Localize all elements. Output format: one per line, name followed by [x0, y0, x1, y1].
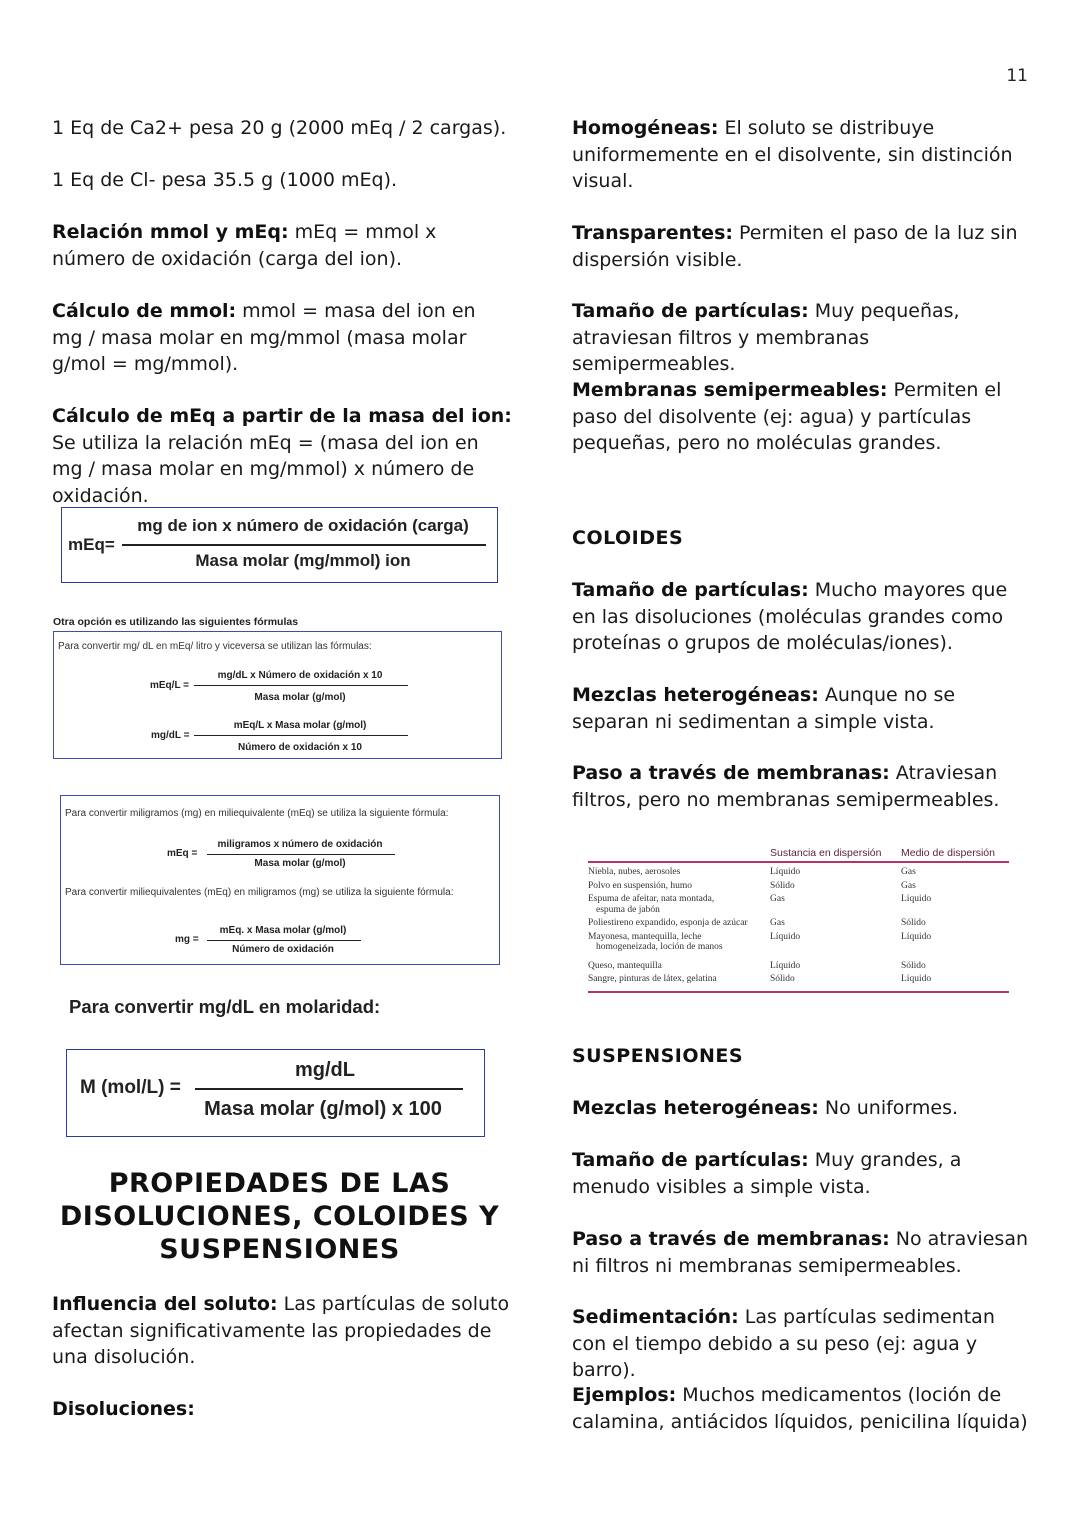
term-text: Permiten el paso del disolvente (ej: agua) y partículas pequeñas, pero no moléculas grandes.	[572, 379, 1002, 454]
table-row	[588, 917, 1009, 931]
term-label: Influencia del soluto:	[52, 1293, 278, 1315]
table-cell-example: Sangre, pinturas de látex, gelatina	[588, 974, 717, 984]
paragraph-transparentes	[572, 220, 1032, 273]
formula-numerator: mg/dL	[295, 1059, 355, 1081]
formula-denominator: Masa molar (g/mol)	[254, 858, 346, 869]
table-cell-medium: Gas	[901, 867, 916, 877]
paragraph-coloides-membranas	[572, 760, 1032, 813]
paragraph-disoluciones	[52, 1396, 512, 1423]
fraction-bar	[194, 735, 408, 736]
formula-lhs: mEq=	[68, 535, 115, 554]
paragraph-susp-sedimentacion	[572, 1304, 1032, 1384]
term-label: Tamaño de partículas:	[572, 1149, 809, 1171]
formula-denominator: Masa molar (g/mol)	[254, 692, 346, 703]
term-text: Aunque no se separan ni sedimentan a simple vista.	[572, 684, 956, 733]
table-header-row	[588, 847, 1009, 862]
formula-molarity-box	[66, 1049, 485, 1137]
formula-numerator: miligramos x número de oxidación	[217, 839, 383, 850]
table-cell-phase: Líquido	[770, 931, 801, 942]
paragraph-ca-eq: 1 Eq de Ca2+ pesa 20 g (2000 mEq / 2 cargas).	[52, 117, 507, 139]
term-text: Muy pequeñas, atraviesan filtros y membranas semipermeables.	[572, 300, 960, 375]
formula-intro: Para convertir miliequivalentes (mEq) en miligramos (mg) se utiliza la siguiente fórmula:	[65, 887, 454, 898]
term-text: Permiten el paso de la luz sin dispersión visible.	[572, 222, 1018, 271]
section-heading-line: PROPIEDADES DE LAS	[108, 1168, 451, 1199]
term-label: Paso a través de membranas:	[572, 762, 890, 784]
table-cell-example: Poliestireno expandido, esponja de azúcar	[588, 918, 748, 928]
term-text: mmol = masa del ion en mg / masa molar en mg/mmol (masa molar g/mol = mg/mmol).	[52, 300, 476, 375]
term-text: Muy grandes, a menudo visibles a simple vista.	[572, 1149, 962, 1198]
paragraph-homogeneas	[572, 115, 1032, 195]
term-text: Las partículas sedimentan con el tiempo debido a su peso (ej: agua y barro).	[572, 1306, 995, 1381]
term-label: Transparentes:	[572, 222, 733, 244]
formula-denominator: Número de oxidación	[232, 944, 334, 955]
formula-numerator: mEq/L x Masa molar (g/mol)	[233, 720, 367, 731]
formula-mgdl-meql-box	[53, 631, 502, 759]
formula-denominator: Número de oxidación x 10	[238, 742, 362, 753]
table-cell-phase: Gas	[770, 918, 785, 928]
table-row	[588, 893, 1009, 917]
table-cell-phase: Líquido	[770, 960, 801, 971]
table-cell-phase: Sólido	[770, 974, 795, 984]
table-cell-example: Polvo en suspensión, humo	[588, 880, 692, 891]
formula-numerator: mg/dL x Número de oxidación x 10	[217, 670, 383, 681]
formula-mg-meq-box	[60, 795, 500, 965]
table-cell-medium: Sólido	[901, 960, 926, 971]
table-row	[588, 880, 1009, 894]
coloides-heading: COLOIDES	[572, 527, 684, 549]
formula-numerator: mg de ion x número de oxidación (carga)	[137, 516, 469, 535]
term-label: Mezclas heterogéneas:	[572, 1097, 819, 1119]
paragraph-coloides-size	[572, 577, 1032, 657]
formula-meq-box	[61, 507, 498, 583]
paragraph-solute-influence	[52, 1291, 512, 1371]
term-text: Las partículas de soluto afectan significativamente las propiedades de una disolución.	[52, 1293, 510, 1368]
term-text: Atraviesan filtros, pero no membranas semipermeables.	[572, 762, 1000, 811]
table-cell-example: Mayonesa, mantequilla, leche homogeneizada, loción de manos	[588, 931, 723, 952]
table-cell-example: Espuma de afeitar, nata montada, espuma de jabón	[588, 894, 715, 915]
fraction-bar	[195, 1088, 463, 1090]
formula-lhs: mEq =	[167, 848, 198, 859]
colloid-table	[588, 847, 1009, 993]
formula-intro: Para convertir mg/ dL en mEq/ litro y viceversa se utilizan las fórmulas:	[58, 641, 372, 652]
fraction-bar	[194, 685, 408, 686]
term-text: mEq = mmol x número de oxidación (carga del ion).	[52, 221, 437, 270]
term-label: Tamaño de partículas:	[572, 579, 809, 601]
paragraph-membranes	[572, 377, 1032, 457]
table-header-phase: Sustancia en dispersión	[770, 847, 901, 862]
page-number: 11	[1006, 66, 1028, 86]
paragraph-susp-size	[572, 1147, 1032, 1200]
term-label: Tamaño de partículas:	[572, 300, 809, 322]
table-row	[588, 931, 1009, 955]
table-cell-phase: Gas	[770, 894, 785, 904]
table-cell-medium: Líquido	[901, 931, 932, 942]
term-label: Homogéneas:	[572, 117, 719, 139]
formula-lhs: M (mol/L) =	[80, 1077, 181, 1098]
fraction-bar	[122, 544, 486, 546]
term-label: Paso a través de membranas:	[572, 1228, 890, 1250]
term-label: Cálculo de mmol:	[52, 300, 237, 322]
formula-options-title: Otra opción es utilizando las siguientes fórmulas	[53, 616, 299, 628]
term-text: No uniformes.	[818, 1097, 959, 1119]
table-cell-example: Queso, mantequilla	[588, 960, 662, 971]
section-heading	[52, 1167, 507, 1266]
paragraph-calc-meq	[52, 403, 512, 509]
paragraph-susp-ejemplos	[572, 1382, 1032, 1435]
table-header-example	[588, 847, 770, 862]
term-label: Sedimentación:	[572, 1306, 739, 1328]
term-label: Relación mmol y mEq:	[52, 221, 289, 243]
table-cell-medium: Líquido	[901, 974, 932, 984]
formula-denominator: Masa molar (g/mol) x 100	[204, 1098, 442, 1120]
paragraph-cl-eq: 1 Eq de Cl- pesa 35.5 g (1000 mEq).	[52, 169, 398, 191]
table-cell-phase: Sólido	[770, 880, 795, 891]
term-label: Ejemplos:	[572, 1384, 677, 1406]
paragraph-particle-size	[572, 298, 1032, 378]
formula-intro: Para convertir miligramos (mg) en miliequivalente (mEq) se utiliza la siguiente fórmula:	[65, 808, 449, 819]
molarity-title: Para convertir mg/dL en molaridad:	[69, 996, 381, 1017]
table-cell-medium: Gas	[901, 880, 916, 891]
table-cell-medium: Líquido	[901, 894, 932, 904]
term-text: Se utiliza la relación mEq = (masa del ion en mg / masa molar en mg/mmol) x número de oxidación.	[52, 431, 479, 507]
term-text: Mucho mayores que en las disoluciones (moléculas grandes como proteínas o grupos de moléculas/iones).	[572, 579, 1008, 654]
formula-lhs: mg/dL =	[151, 730, 190, 741]
paragraph-mmol-meq	[52, 219, 512, 272]
fraction-bar	[207, 854, 395, 855]
term-text: No atraviesan ni filtros ni membranas semipermeables.	[572, 1228, 1029, 1277]
fraction-bar	[207, 940, 361, 941]
term-text: Muchos medicamentos (loción de calamina, antiácidos líquidos, penicilina líquida)	[572, 1384, 1028, 1433]
suspensiones-heading: SUSPENSIONES	[572, 1045, 744, 1067]
table-row	[588, 862, 1009, 880]
section-heading-line: DISOLUCIONES, COLOIDES Y	[59, 1201, 500, 1232]
paragraph-susp-membranas	[572, 1226, 1032, 1279]
table-row	[588, 955, 1009, 974]
formula-lhs: mEq/L =	[150, 680, 189, 691]
term-label: Disoluciones:	[52, 1398, 195, 1420]
table-cell-example: Niebla, nubes, aerosoles	[588, 867, 681, 877]
term-label: Cálculo de mEq a partir de la masa del ion:	[52, 405, 512, 427]
paragraph-coloides-heterogeneas	[572, 682, 1032, 735]
formula-denominator: Masa molar (mg/mmol) ion	[195, 551, 411, 570]
term-text: El soluto se distribuye uniformemente en el disolvente, sin distinción visual.	[572, 117, 1013, 192]
table-row	[588, 973, 1009, 992]
term-label: Membranas semipermeables:	[572, 379, 888, 401]
formula-numerator: mEq. x Masa molar (g/mol)	[219, 925, 347, 936]
table-header-medium: Medio de dispersión	[901, 847, 1009, 862]
term-label: Mezclas heterogéneas:	[572, 684, 819, 706]
paragraph-calc-mmol	[52, 298, 512, 378]
section-heading-line: SUSPENSIONES	[159, 1234, 400, 1265]
paragraph-susp-heterogeneas	[572, 1095, 1032, 1122]
table-cell-medium: Sólido	[901, 918, 926, 928]
table-cell-phase: Líquido	[770, 867, 801, 877]
formula-lhs: mg =	[175, 934, 199, 945]
